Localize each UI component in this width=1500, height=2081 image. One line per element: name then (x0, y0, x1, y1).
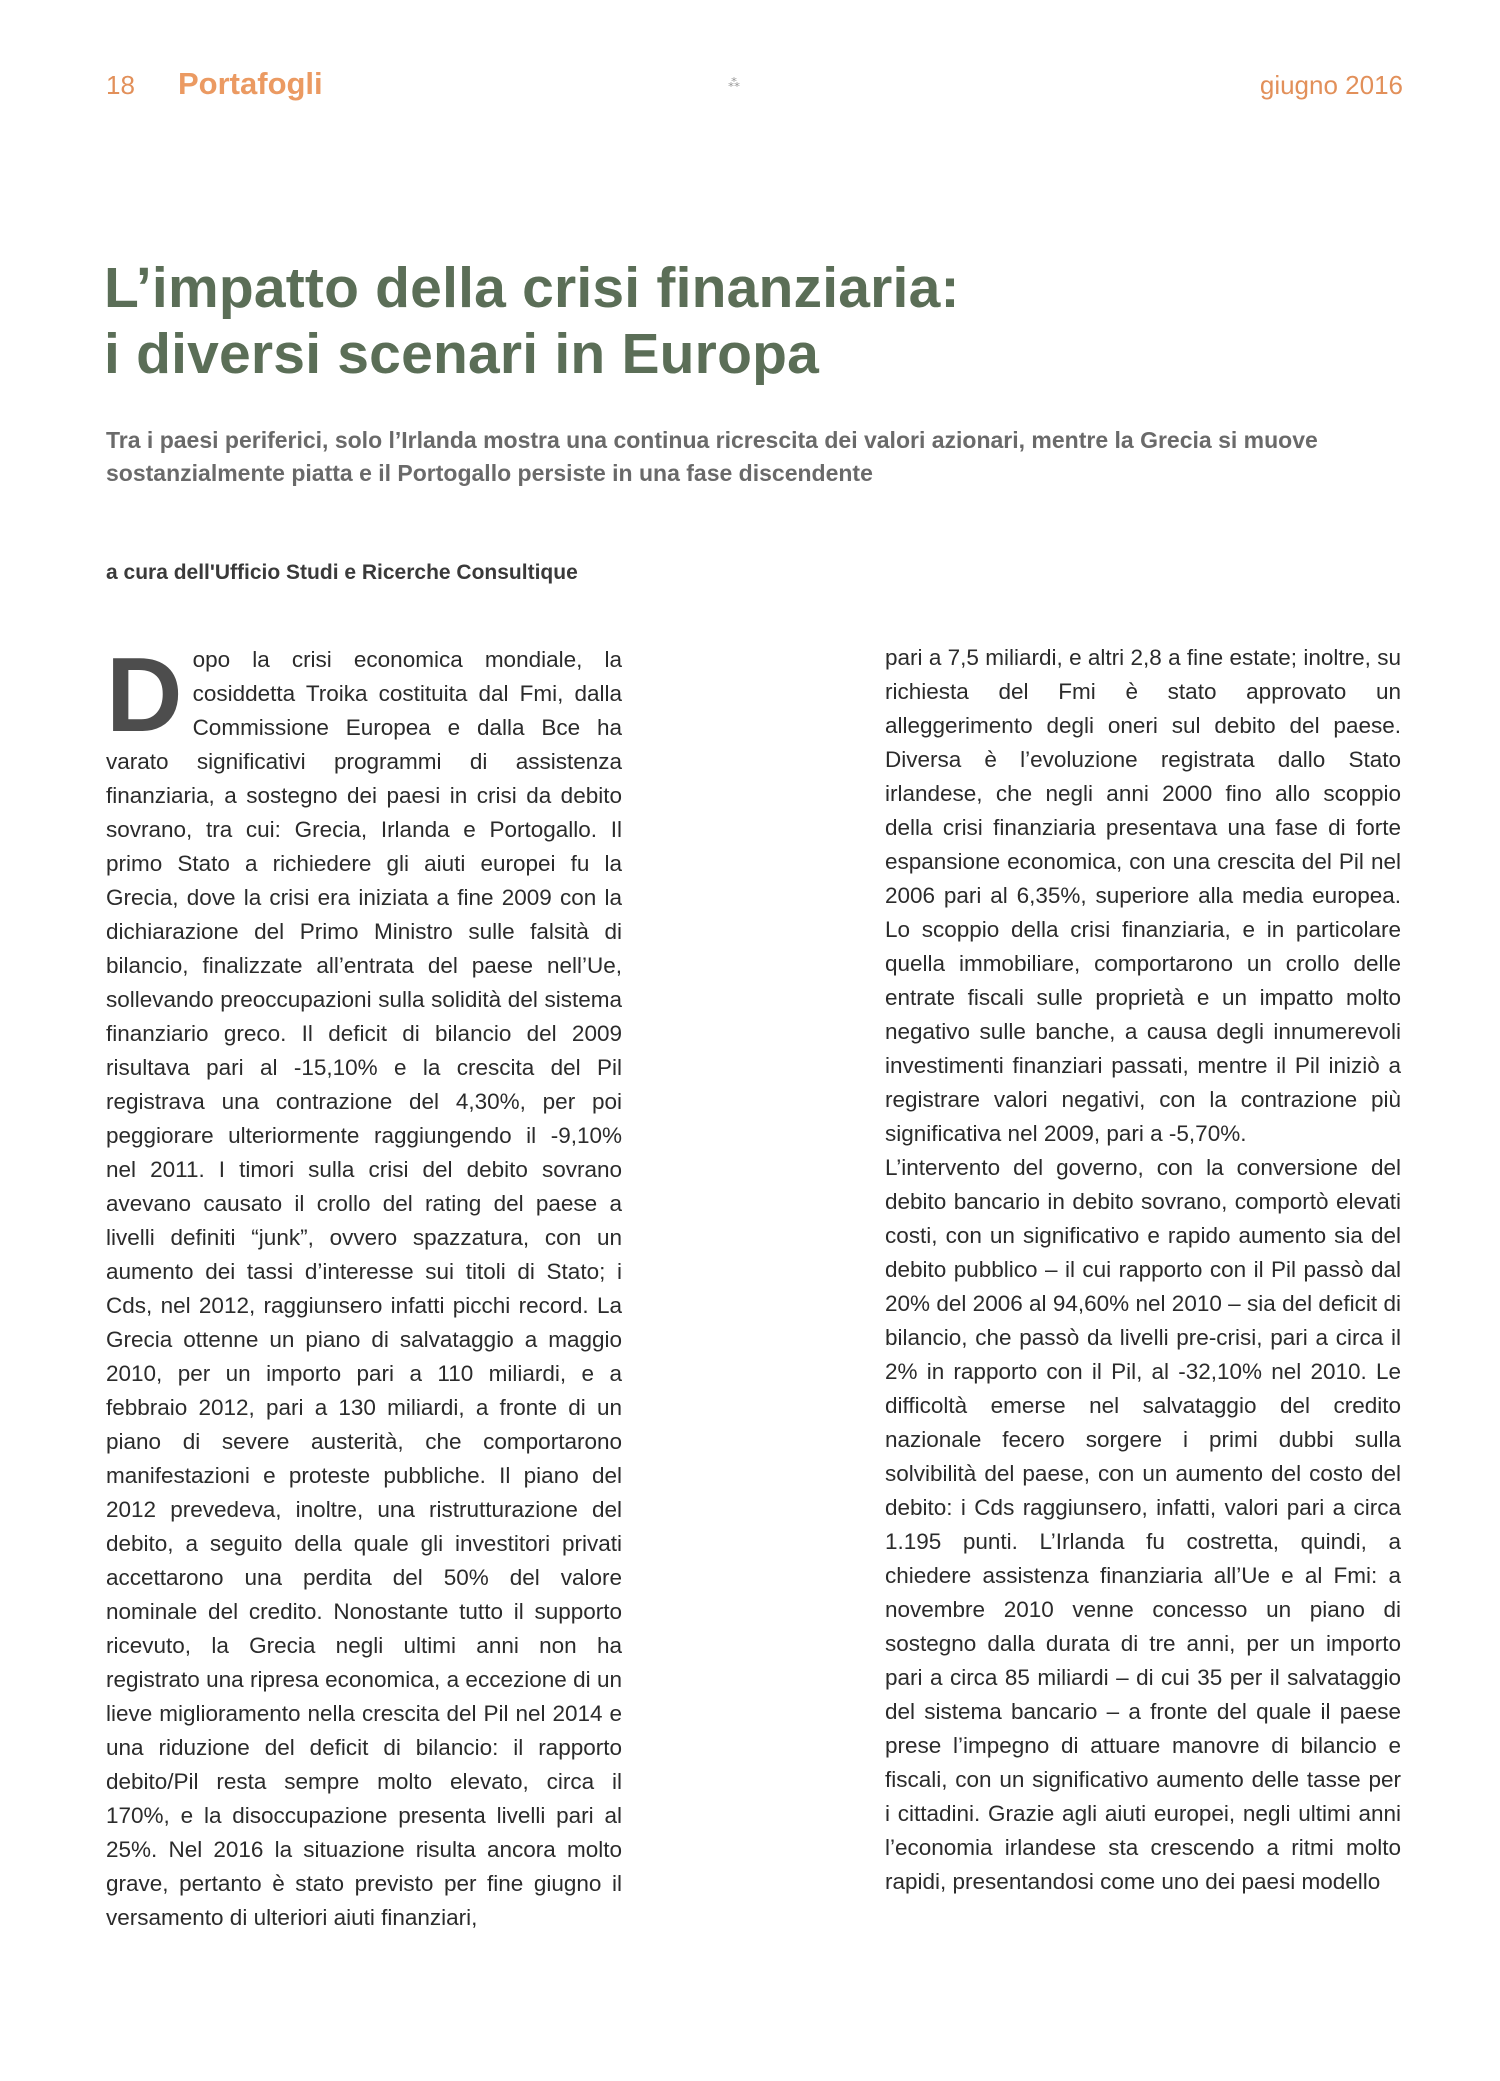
column-right-paragraph-2: L’intervento del governo, con la conversione del debito bancario in debito sovrano, comportò elevati costi, con un significativo e rapido aumento sia del debito pubblico – il cui rapporto con il Pil passò dal 20% del 2006 al 94,60% nel 2010 – sia del deficit di bilancio, che passò da livelli pre-crisi, pari a circa il 2% in rapporto con il Pil, al -32,10% nel 2010. Le difficoltà emerse nel salvataggio del credito nazionale fecero sorgere i primi dubbi sulla solvibilità del paese, con un aumento del costo del debito: i Cds raggiunsero, infatti, valori pari a circa 1.195 punti. L’Irlanda fu costretta, quindi, a chiedere assistenza finanziaria all’Ue e al Fmi: a novembre 2010 venne concesso un piano di sostegno dalla durata di tre anni, per un importo pari a circa 85 miliardi – di cui 35 per il salvataggio del sistema bancario – a fronte del quale il paese prese l’impegno di attuare manovre di bilancio e fiscali, con un significativo aumento delle tasse per i cittadini. Grazie agli aiuti europei, negli ultimi anni l’economia irlandese sta crescendo a ritmi molto rapidi, presentandosi come uno dei paesi modello (885, 1155, 1401, 1894)
article-column-left (106, 636, 622, 1935)
column-left-text: opo la crisi economica mondiale, la cosiddetta Troika costituita dal Fmi, dalla Commissione Europea e dalla Bce ha varato significativi programmi di assistenza finanziaria, a sostegno dei paesi in crisi da debito sovrano, tra cui: Grecia, Irlanda e Portogallo. Il primo Stato a richiedere gli aiuti europei fu la Grecia, dove la crisi era iniziata a fine 2009 con la dichiarazione del Primo Ministro sulle falsità di bilancio, finalizzate all’entrata del paese nell’Ue, sollevando preoccupazioni sulla solidità del sistema finanziario greco. Il deficit di bilancio del 2009 risultava pari al -15,10% e la crescita del Pil registrava una contrazione del 4,30%, per poi peggiorare ulteriormente raggiungendo il -9,10% nel 2011. I timori sulla crisi del debito sovrano avevano causato il crollo del rating del paese a livelli definiti “junk”, ovvero spazzatura, con un aumento dei tassi d’interesse sui titoli di Stato; i Cds, nel 2012, raggiunsero infatti picchi record. La Grecia ottenne un piano di salvataggio a maggio 2010, per un importo pari a 110 miliardi, e a febbraio 2012, pari a 130 miliardi, a fronte di un piano di severe austerità, che comportarono manifestazioni e proteste pubbliche. Il piano del 2012 prevedeva, inoltre, una ristrutturazione del debito, a seguito della quale gli investitori privati accettarono una perdita del 50% del valore nominale del credito. Nonostante tutto il supporto ricevuto, la Grecia negli ultimi anni non ha registrato una ripresa economica, a eccezione di un lieve miglioramento nella crescita del Pil nel 2014 e una riduzione del deficit di bilancio: il rapporto debito/Pil resta sempre molto elevato, circa il 170%, e la disoccupazione presenta livelli pari al 25%. Nel 2016 la situazione risulta ancora molto grave, pertanto è stato previsto per fine giugno il versamento di ulteriori aiuti finanziari, (106, 647, 622, 1930)
registration-mark-icon: ⁂ (728, 76, 740, 90)
title-line-1: L’impatto della crisi finanziaria: (104, 256, 960, 320)
section-name: Portafogli (178, 66, 323, 101)
title-line-2: i diversi scenari in Europa (104, 322, 820, 386)
article-subtitle: Tra i paesi periferici, solo l’Irlanda mostra una continua ricrescita dei valori azionari, mentre la Grecia si muove sostanzialmente piatta e il Portogallo persiste in una fase discendente (106, 427, 1318, 486)
column-left-paragraph (106, 636, 622, 1935)
article-column-right (885, 641, 1401, 1899)
page-number: 18 (106, 70, 135, 100)
drop-cap: D (106, 636, 183, 754)
issue-date: giugno 2016 (1259, 70, 1403, 100)
column-right-paragraph-1: pari a 7,5 miliardi, e altri 2,8 a fine estate; inoltre, su richiesta del Fmi è stato approvato un alleggerimento degli oneri sul debito del paese. Diversa è l’evoluzione registrata dallo Stato irlandese, che negli anni 2000 fino allo scoppio della crisi finanziaria presentava una fase di forte espansione economica, con una crescita del Pil nel 2006 pari al 6,35%, superiore alla media europea. Lo scoppio della crisi finanziaria, e in particolare quella immobiliare, comportarono un crollo delle entrate fiscali sulle proprietà e un impatto molto negativo sulle banche, a causa degli innumerevoli investimenti finanziari passati, mentre il Pil iniziò a registrare valori negativi, con la contrazione più significativa nel 2009, pari a -5,70%. (885, 645, 1401, 1146)
byline: a cura dell'Ufficio Studi e Ricerche Consultique (106, 561, 578, 584)
article-title (104, 255, 1354, 387)
